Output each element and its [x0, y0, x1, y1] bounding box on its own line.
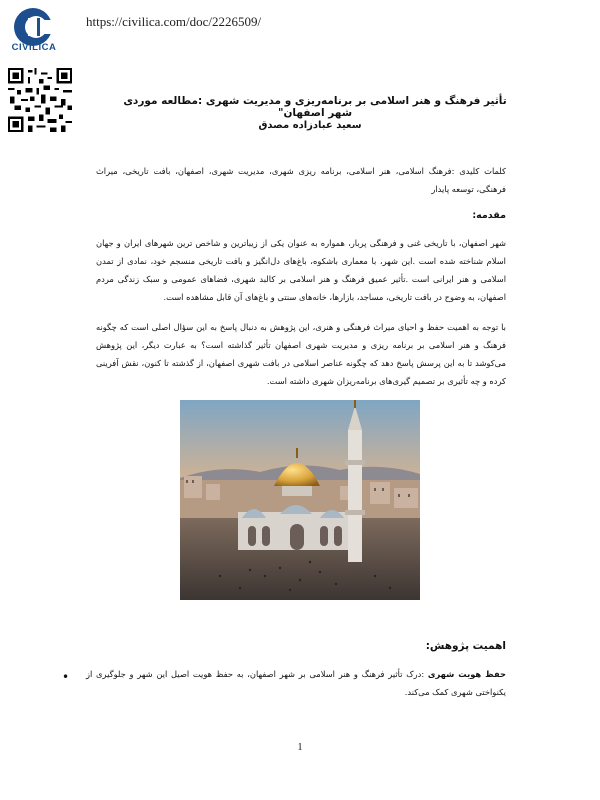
bullet-item	[86, 665, 506, 701]
document-url[interactable]: https://civilica.com/doc/2226509/	[86, 14, 262, 29]
intro-heading: مقدمه:	[472, 210, 506, 221]
keywords-paragraph: کلمات کلیدی :فرهنگ اسلامی، هنر اسلامی، برنامه ریزی شهری، مدیریت شهری، اصفهان، بافت تاریخی، میراث فرهنگی، توسعه پایدار	[96, 166, 506, 194]
logo-text: CIVILICA	[11, 42, 57, 53]
intro-paragraph-2: با توجه به اهمیت حفظ و احیای میراث فرهنگی و هنری، این پژوهش به دنبال پاسخ به این سؤال اصلی است که چگونه فرهنگ و هنر اسلامی بر برنامه ریزی و مدیریت شهری اصفهان تأثیر گذاشته است؟ به عبارت دیگر، این پژوهش می‌کوشد تا به این پرسش پاسخ دهد که چگونه عناصر اسلامی در بافت شهری اصفهان، از گذشته تا کنون، نقش آفرینی کرده و چه تأثیری بر تصمیم گیری‌های برنامه‌ریزان شهری داشته است.	[96, 322, 506, 386]
bullet-text: :درک تأثیر فرهنگ و هنر اسلامی بر شهر اصفهان، به حفظ هویت اصیل این شهر و جلوگیری از یکنواختی شهری کمک می‌کند.	[86, 669, 506, 697]
author-name: سعید عبادزاده مصدق	[258, 120, 362, 131]
bullet-title: حفظ هویت شهری	[427, 669, 506, 679]
mosque-photo	[180, 400, 420, 600]
qr-code-icon	[8, 68, 72, 132]
intro-paragraph-1: شهر اصفهان، با تاریخی غنی و فرهنگی پربار، همواره به عنوان یکی از زیباترین و شاخص ترین شهرهای ایران و جهان اسلام شناخته شده است .این شهر، با معماری باشکوه، باغ‌های دل‌انگیز و بافت تاریخی منسجم خود، نمادی از تمدن اسلامی و هنر ایرانی است .تأثیر عمیق فرهنگ و هنر اسلامی بر کالبد شهری، فضاهای عمومی و سبک زندگی مردم اصفهان، به وضوح در بافت تاریخی، مساجد، بازارها، خانه‌های سنتی و باغ‌های آن قابل مشاهده است.	[96, 238, 506, 302]
importance-heading: اهمیت پژوهش:	[425, 640, 506, 652]
document-title: تأثیر فرهنگ و هنر اسلامی بر برنامه‌ریزی و مدیریت شهری :مطالعه موردی شهر اصفهان"	[123, 95, 507, 119]
bullet-icon: •	[62, 670, 70, 684]
page-number: 1	[297, 742, 303, 753]
